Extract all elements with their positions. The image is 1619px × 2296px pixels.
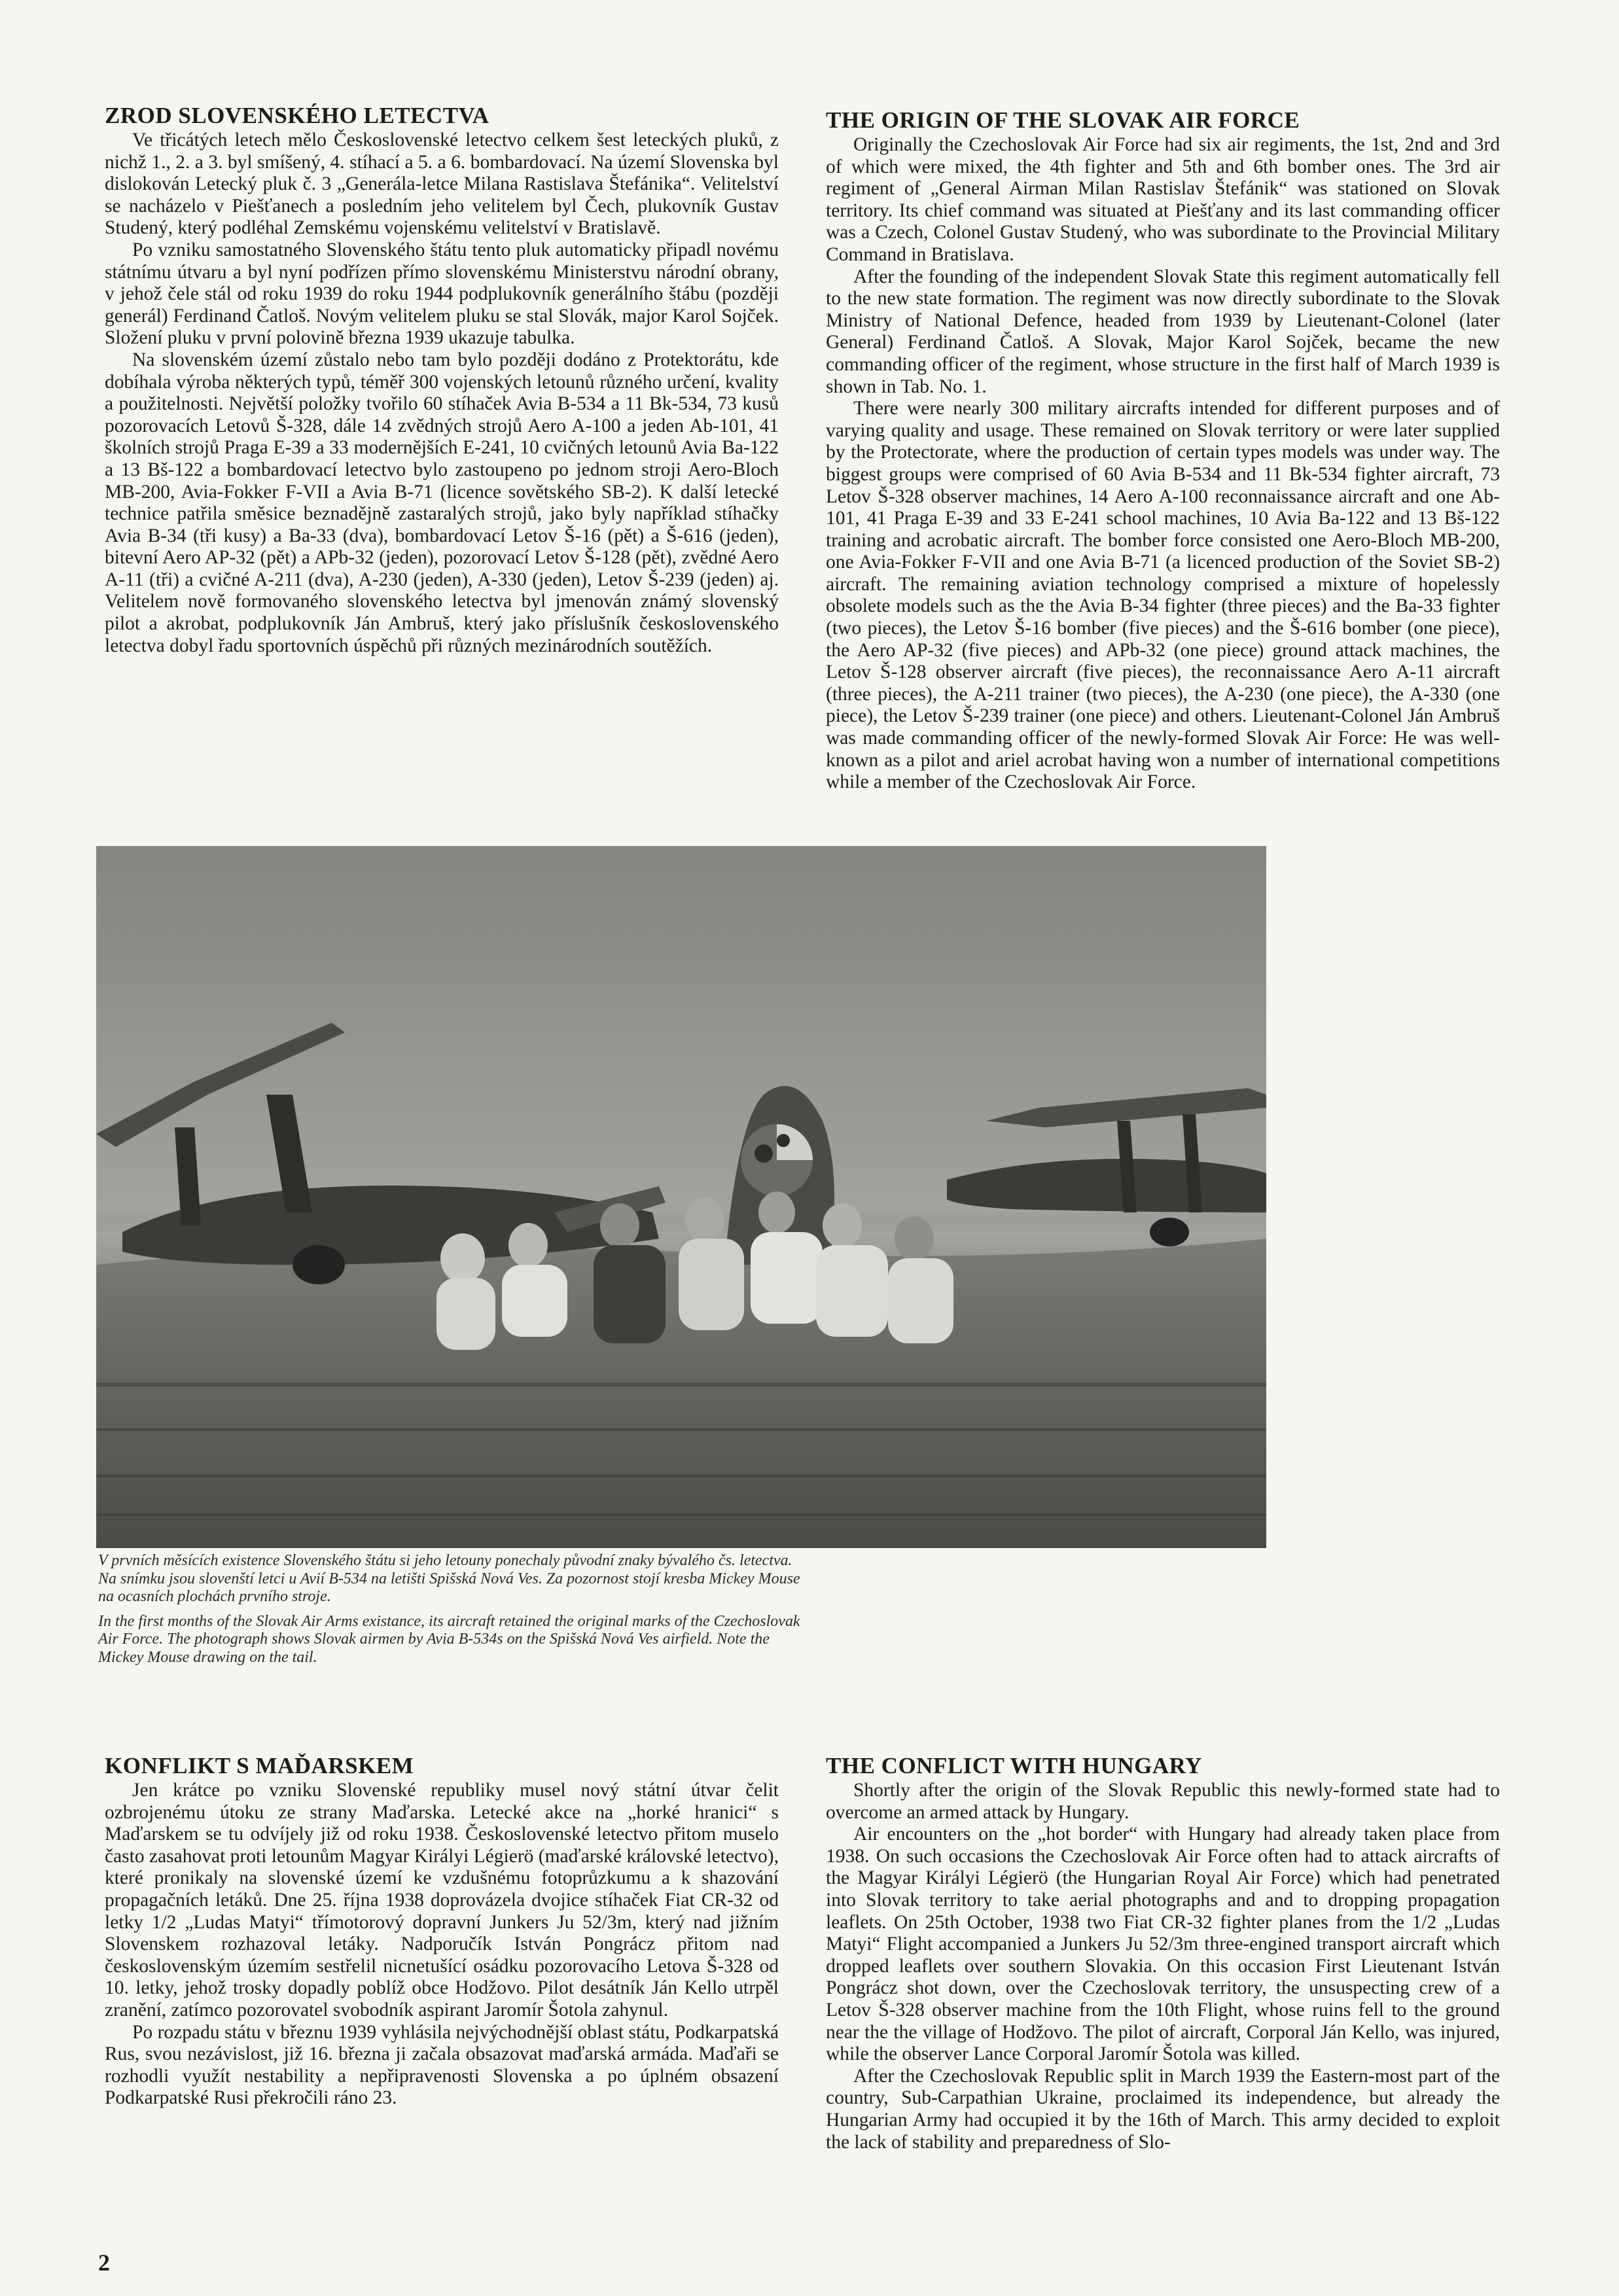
article-en-conflict <box>826 1754 1500 2153</box>
article-cz-origin <box>105 103 779 657</box>
paragraph: After the founding of the independent Slovak State this regiment automatically fell to the new state formation. The regiment was now directly subordinate to the Slovak Ministry of National Defence, headed from 1939 by Lieutenant-Colonel (later General) Ferdinand Čatloš. A Slovak, Major Karol Sojček, became the new commanding officer of the regiment, whose structure in the first half of March 1939 is shown in Tab. No. 1. <box>826 266 1500 397</box>
article-cz-conflict <box>105 1754 779 2110</box>
heading-cz-origin: ZROD SLOVENSKÉHO LETECTVA <box>105 103 489 128</box>
caption-cz: V prvních měsících existence Slovenského štátu si jeho letouny ponechaly původní znaky bývalého čs. letectva. Na snímku jsou slovenští letci u Avií B-534 na letišti Spišská Nová Ves. Za pozornost stojí kresba Mickey Mouse na ocasních plochách prvního stroje. <box>98 1552 800 1605</box>
article-en-origin <box>826 108 1500 794</box>
airfield-photograph <box>96 846 1266 1548</box>
airfield-photo-drawing <box>96 846 1266 1548</box>
caption-en: In the first months of the Slovak Air Arms existance, its aircraft retained the original marks of the Czechoslovak Air Force. The photograph shows Slovak airmen by Avia B-534s on the Spišská Nová Ves airfield. Note the Mickey Mouse drawing on the tail. <box>98 1612 800 1666</box>
photo-captions <box>98 1552 808 1673</box>
paragraph: Originally the Czechoslovak Air Force had six air regiments, the 1st, 2nd and 3rd of which were mixed, the 4th fighter and 5th and 6th bomber ones. The 3rd air regiment of „General Airman Milan Rastislav Štefánik“ was stationed on Slovak territory. Its chief command was situated at Piešťany and its last commanding officer was a Czech, Colonel Gustav Studený, who was subordinate to the Provincial Military Command in Bratislava. <box>826 134 1500 265</box>
paragraph: Po rozpadu státu v březnu 1939 vyhlásila nejvýchodnější oblast státu, Podkarpatská Rus, svou nezávislost, již 16. března ji začala obsazovat maďarská armáda. Maďaři se rozhodli využít nestability a nepřipravenosti Slovenska a po úplném obsazení Podkarpatské Rusi překročili ráno 23. <box>105 2021 779 2109</box>
paragraph: Shortly after the origin of the Slovak Republic this newly-formed state had to overcome an armed attack by Hungary. <box>826 1780 1500 1823</box>
page-number: 2 <box>98 2250 110 2276</box>
paragraph: Air encounters on the „hot border“ with Hungary had already taken place from 1938. On such occasions the Czechoslovak Air Force often had to attack aircrafts of the Magyar Királyi Légierö (the Hungarian Royal Air Force) which had penetrated into Slovak territory to take aerial photographs and and to dropping propagation leaflets. On 25th October, 1938 two Fiat CR-32 fighter planes from the 1/2 „Ludas Matyi“ Flight accompanied a Junkers Ju 52/3m three-engined transport aircraft which dropped leaflets over southern Slovakia. On this occasion First Lieutenant István Pongrácz shot down, over the Czechoslovak territory, the unsuspecting crew of a Letov Š-328 observer machine from the 10th Flight, whose ruins fell to the ground near the the village of Hodžovo. The pilot of aircraft, Corporal Ján Kello, was injured, while the observer Lance Corporal Jaromír Šotola was killed. <box>826 1824 1500 2065</box>
paragraph: After the Czechoslovak Republic split in March 1939 the Eastern-most part of the country, Sub-Carpathian Ukraine, proclaimed its independence, but already the Hungarian Army had occupied it by the 16th of March. This army decided to exploit the lack of stability and preparedness of Slo- <box>826 2065 1500 2153</box>
heading-en-origin: THE ORIGIN OF THE SLOVAK AIR FORCE <box>826 107 1300 133</box>
paragraph: Jen krátce po vzniku Slovenské republiky musel nový státní útvar čelit ozbrojenému útoku ze strany Maďarska. Letecké akce na „horké hranici“ s Maďarskem se tu odvíjely již od roku 1938. Československé letectvo přitom muselo často zasahovat proti letounům Magyar Királyi Légierö (maďarské královské letectvo), které pronikaly na slovenské území ke vzdušnému fotoprůzkumu a k shazování propagačních letáků. Dne 25. října 1938 doprovázela dvojice stíhaček Fiat CR-32 od letky 1/2 „Ludas Matyi“ třímotorový dopravní Junkers Ju 52/3m, který nad jižním Slovenskem rozhazoval letáky. Nadporučík István Pongrácz přitom nad československým územím sestřelil nicnetušící osádku pozorovacího Letova Š-328 od 10. letky, jehož trosky dopadly poblíž obce Hodžovo. Pilot desátník Ján Kello utrpěl zranění, zatímco pozorovatel svobodník aspirant Jaromír Šotola zahynul. <box>105 1780 779 2021</box>
heading-en-conflict: THE CONFLICT WITH HUNGARY <box>826 1753 1202 1778</box>
paragraph: Po vzniku samostatného Slovenského štátu tento pluk automaticky připadl novému státnímu útvaru a byl nyní podřízen přímo slovenskému Ministerstvu národní obrany, v jehož čele stál od roku 1939 do roku 1944 podplukovník generálního štábu (později generál) Ferdinand Čatloš. Novým velitelem pluku se stal Slovák, major Karol Sojček. Složení pluku v první polovině března 1939 ukazuje tabulka. <box>105 239 779 349</box>
paragraph: Ve třicátých letech mělo Československé letectvo celkem šest leteckých pluků, z nichž 1., 2. a 3. byl smíšený, 4. stíhací a 5. a 6. bombardovací. Na území Slovenska byl dislokován Letecký pluk č. 3 „Generála-letce Milana Rastislava Štefánika“. Velitelství se nacházelo v Piešťanech a posledním jeho velitelem byl Čech, plukovník Gustav Studený, který podléhal Zemskému vojenskému velitelství v Bratislavě. <box>105 130 779 239</box>
paragraph: There were nearly 300 military aircrafts intended for different purposes and of varying quality and usage. These remained on Slovak territory or were later supplied by the Protectorate, where the production of certain types models was under way. The biggest groups were comprised of 60 Avia B-534 and 11 Bk-534 fighter aircraft, 73 Letov Š-328 observer machines, 14 Aero A-100 reconnaissance aircraft and one Ab-101, 41 Praga E-39 and 33 E-241 school machines, 10 Avia Ba-122 and 13 Bš-122 training and acrobatic aircraft. The bomber force consisted one Aero-Bloch MB-200, one Avia-Fokker F-VII and one Avia B-71 (a licenced production of the Soviet SB-2) aircraft. The remaining aviation technology comprised a mixture of hopelessly obsolete models such as the the Avia B-34 fighter (three pieces) and the Ba-33 fighter (two pieces), the Letov Š-16 bomber (five pieces) and the Š-616 bomber (one piece), the Aero AP-32 (five pieces) and APb-32 (one piece) ground attack machines, the Letov Š-128 observer aircraft (five pieces), the reconnaissance Aero A-11 aircraft (three pieces), the A-211 trainer (two pieces), the A-230 (one piece), the A-330 (one piece), the Letov Š-239 trainer (one piece) and others. Lieutenant-Colonel Ján Ambruš was made commanding officer of the newly-formed Slovak Air Force: He was well-known as a pilot and ariel acrobat having won a number of international competitions while a member of the Czechoslovak Air Force. <box>826 398 1500 793</box>
paragraph: Na slovenském území zůstalo nebo tam bylo později dodáno z Protektorátu, kde dobíhala výroba některých typů, téměř 300 vojenských letounů různého určení, kvality a použitelnosti. Největší položky tvořilo 60 stíhaček Avia B-534 a 11 Bk-534, 73 kusů pozorovacích Letovů Š-328, dále 14 zvědných strojů Aero A-100 a jeden Ab-101, 41 školních strojů Praga E-39 a 33 modernějších E-241, 10 cvičných letounů Avia Ba-122 a 13 Bš-122 a bombardovací letectvo bylo zastoupeno po jednom stroji Aero-Bloch MB-200, Avia-Fokker F-VII a Avia B-71 (licence sovětského SB-2). K další letecké technice patřila směsice beznadějně zastaralých strojů, jako byly například stíhačky Avia B-34 (tři kusy) a Ba-33 (dva), bombardovací Letov Š-16 (pět) a Š-616 (jeden), bitevní Aero AP-32 (pět) a APb-32 (jeden), pozorovací Letov Š-128 (pět), zvědné Aero A-11 (tři) a cvičné A-211 (dva), A-230 (jeden), A-330 (jeden), Letov Š-239 (jeden) aj. Velitelem nově formovaného slovenského letectva byl jmenován známý slovenský pilot a akrobat, podplukovník Ján Ambruš, který jako příslušník československého letectva dobyl řadu sportovních úspěchů při různých mezinárodních soutěžích. <box>105 349 779 656</box>
heading-cz-conflict: KONFLIKT S MAĎARSKEM <box>105 1753 414 1778</box>
